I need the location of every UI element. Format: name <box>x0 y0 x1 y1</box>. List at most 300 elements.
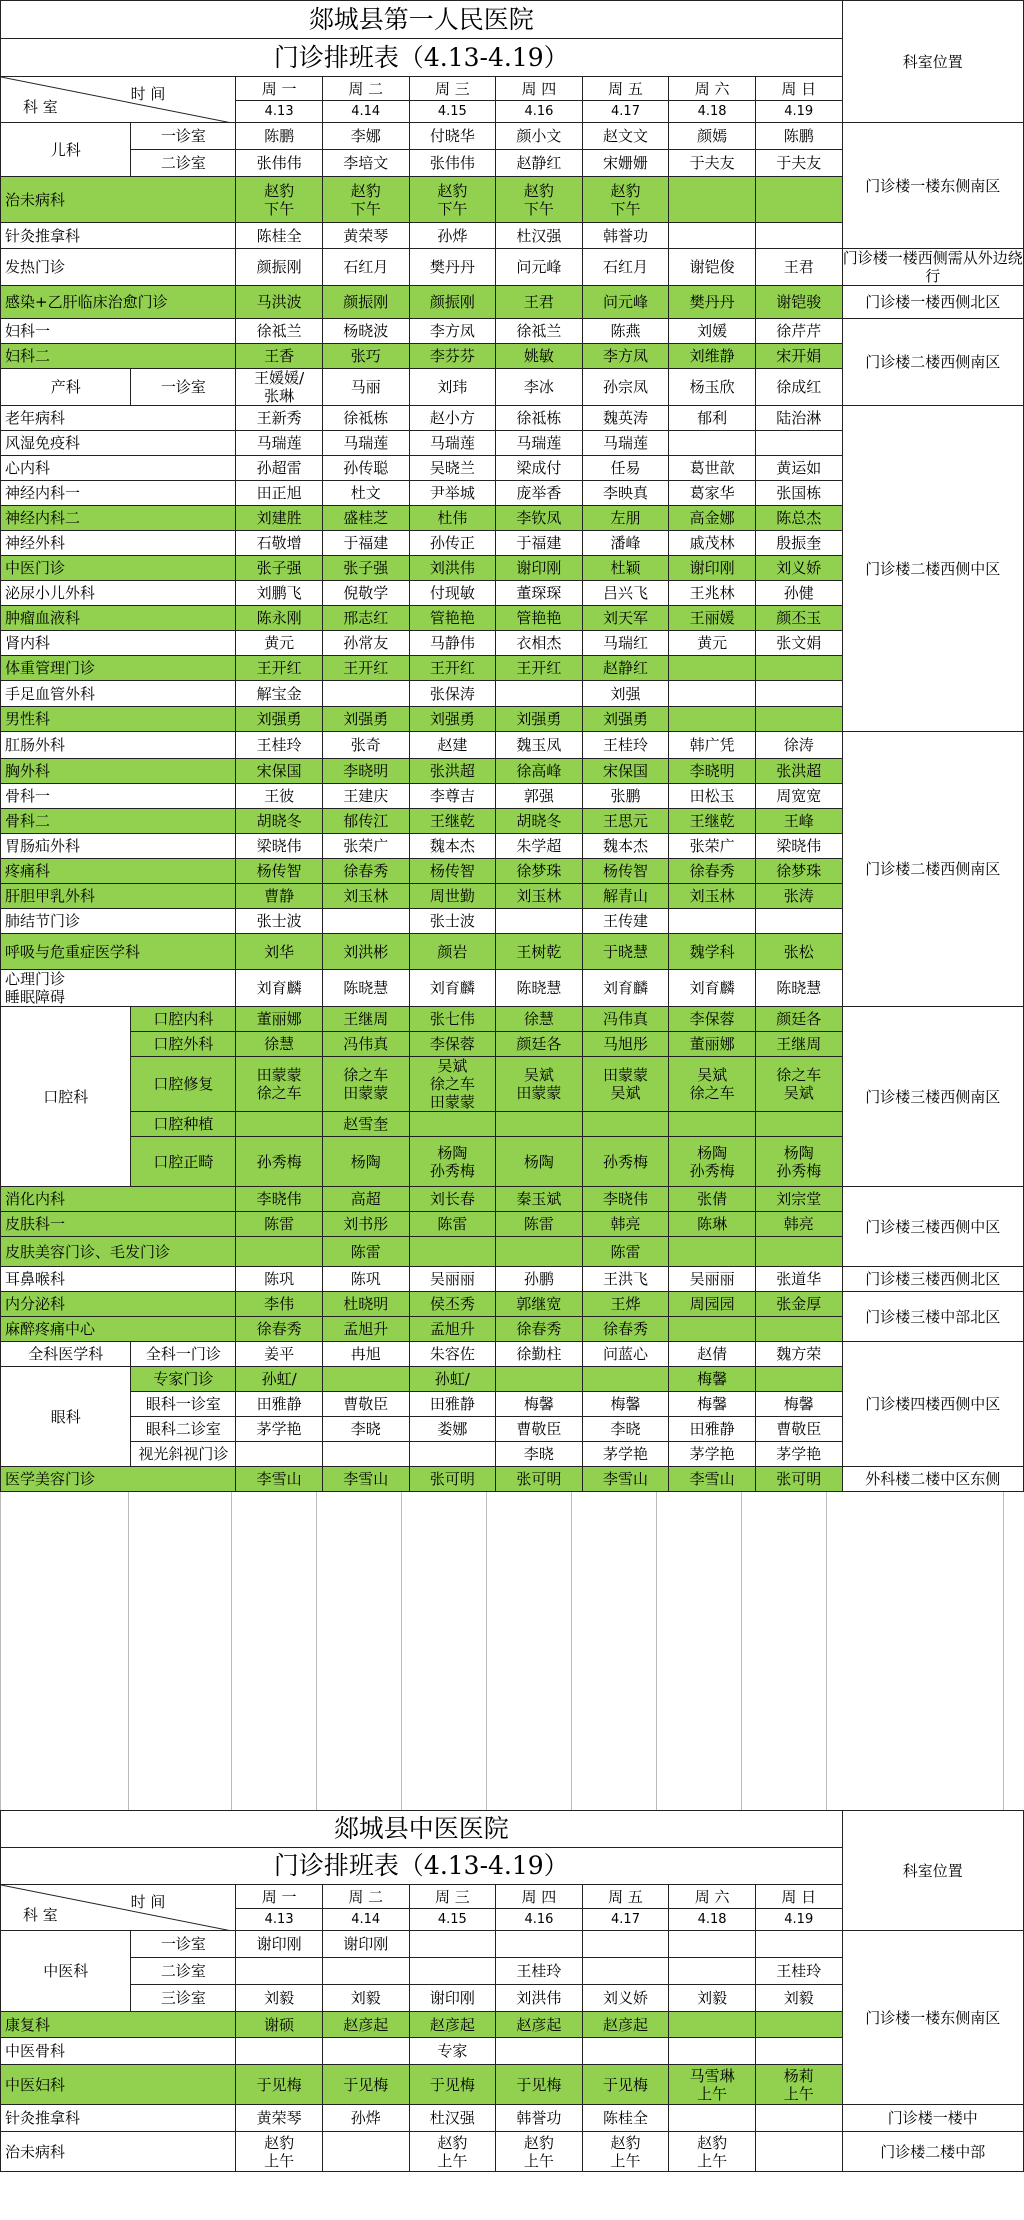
doctor-cell: 茅学艳 <box>236 1417 323 1442</box>
doctor-cell: 陈晓慧 <box>755 970 842 1007</box>
doctor-cell: 赵彦起 <box>409 2012 496 2038</box>
doctor-cell: 谢硕 <box>236 2012 323 2038</box>
department-location: 门诊楼三楼西侧中区 <box>842 1187 1023 1267</box>
doctor-cell: 宋保国 <box>236 759 323 784</box>
day-header: 周 四 <box>496 1885 583 1909</box>
doctor-cell: 陈桂全 <box>236 223 323 249</box>
doctor-cell: 魏本杰 <box>582 834 669 859</box>
doctor-cell: 陈雷 <box>496 1212 583 1237</box>
date-header: 4.15 <box>409 101 496 123</box>
doctor-cell: 问元峰 <box>496 249 583 286</box>
day-header: 周 四 <box>496 77 583 101</box>
doctor-cell: 于见梅 <box>582 2065 669 2105</box>
doctor-cell: 孙健 <box>755 581 842 606</box>
department-location: 门诊楼三楼西侧北区 <box>842 1267 1023 1292</box>
department-name: 神经内科一 <box>1 481 236 506</box>
doctor-cell: 谢印刚 <box>496 556 583 581</box>
department-name: 肛肠外科 <box>1 732 236 759</box>
schedule-row <box>1 1931 1024 1958</box>
doctor-cell: 于见梅 <box>496 2065 583 2105</box>
doctor-cell: 吴丽丽 <box>669 1267 756 1292</box>
doctor-cell <box>755 2038 842 2065</box>
department-location: 门诊楼三楼中部北区 <box>842 1292 1023 1342</box>
doctor-cell: 张道华 <box>755 1267 842 1292</box>
doctor-cell: 刘毅 <box>755 1985 842 2012</box>
doctor-cell: 姜平 <box>236 1342 323 1367</box>
doctor-cell: 颜振刚 <box>236 249 323 286</box>
doctor-cell <box>755 2012 842 2038</box>
doctor-cell: 杜文 <box>322 481 409 506</box>
date-header: 4.15 <box>409 1909 496 1931</box>
doctor-cell: 侯丕秀 <box>409 1292 496 1317</box>
doctor-cell: 王继乾 <box>669 809 756 834</box>
doctor-cell: 刘华 <box>236 934 323 970</box>
doctor-cell: 李雪山 <box>236 1467 323 1492</box>
doctor-cell <box>669 431 756 456</box>
doctor-cell: 郭强 <box>496 784 583 809</box>
doctor-cell: 魏玉凤 <box>496 732 583 759</box>
department-name: 骨科一 <box>1 784 236 809</box>
doctor-cell: 张伟伟 <box>236 150 323 177</box>
doctor-cell: 付现敏 <box>409 581 496 606</box>
doctor-cell: 朱学超 <box>496 834 583 859</box>
date-header: 4.16 <box>496 101 583 123</box>
doctor-cell: 王君 <box>496 286 583 319</box>
doctor-cell: 董丽娜 <box>236 1007 323 1032</box>
doctor-cell: 于夫友 <box>669 150 756 177</box>
department-name: 体重管理门诊 <box>1 656 236 681</box>
doctor-cell: 王桂玲 <box>496 1958 583 1985</box>
department-name: 针灸推拿科 <box>1 2105 236 2132</box>
doctor-cell: 李晓 <box>322 1417 409 1442</box>
doctor-cell <box>409 1237 496 1267</box>
department-name: 眼科 <box>1 1367 131 1467</box>
doctor-cell: 王香 <box>236 344 323 369</box>
doctor-cell: 茅学艳 <box>755 1442 842 1467</box>
doctor-cell <box>669 681 756 707</box>
doctor-cell: 于福建 <box>322 531 409 556</box>
doctor-cell: 梅馨 <box>496 1392 583 1417</box>
department-name: 中医门诊 <box>1 556 236 581</box>
doctor-cell: 问蓝心 <box>582 1342 669 1367</box>
department-name: 产科 <box>1 369 131 406</box>
doctor-cell: 刘育麟 <box>582 970 669 1007</box>
schedule-row <box>1 406 1024 431</box>
doctor-cell: 颜振刚 <box>409 286 496 319</box>
department-location: 门诊楼二楼西侧南区 <box>842 732 1023 1007</box>
doctor-cell: 黄运如 <box>755 456 842 481</box>
doctor-cell: 黄元 <box>236 631 323 656</box>
doctor-cell: 徐梦珠 <box>755 859 842 884</box>
doctor-cell: 石红月 <box>582 249 669 286</box>
doctor-cell: 冯伟真 <box>582 1007 669 1032</box>
doctor-cell: 陈巩 <box>322 1267 409 1292</box>
clinic-room: 二诊室 <box>131 150 236 177</box>
doctor-cell: 李晓伟 <box>582 1187 669 1212</box>
doctor-cell <box>755 431 842 456</box>
doctor-cell: 王开红 <box>236 656 323 681</box>
doctor-cell <box>755 177 842 223</box>
doctor-cell: 曹敬臣 <box>496 1417 583 1442</box>
date-header: 4.17 <box>582 101 669 123</box>
schedule-row <box>1 249 1024 286</box>
date-header: 4.17 <box>582 1909 669 1931</box>
doctor-cell: 朱容佐 <box>409 1342 496 1367</box>
doctor-cell: 曹静 <box>236 884 323 909</box>
doctor-cell: 赵豹 下午 <box>409 177 496 223</box>
doctor-cell <box>669 2038 756 2065</box>
doctor-cell: 马瑞红 <box>582 631 669 656</box>
doctor-cell: 颜丕玉 <box>755 606 842 631</box>
doctor-cell <box>582 1931 669 1958</box>
doctor-cell: 专家 <box>409 2038 496 2065</box>
clinic-room: 视光斜视门诊 <box>131 1442 236 1467</box>
day-header: 周 五 <box>582 1885 669 1909</box>
doctor-cell: 陈永刚 <box>236 606 323 631</box>
department-name: 内分泌科 <box>1 1292 236 1317</box>
doctor-cell: 郭继宽 <box>496 1292 583 1317</box>
doctor-cell: 黄荣琴 <box>322 223 409 249</box>
doctor-cell: 秦玉斌 <box>496 1187 583 1212</box>
doctor-cell: 张荣广 <box>669 834 756 859</box>
doctor-cell: 刘洪伟 <box>409 556 496 581</box>
hospital-name: 郯城县第一人民医院 <box>1 1 843 39</box>
doctor-cell: 张子强 <box>236 556 323 581</box>
doctor-cell: 张奇 <box>322 732 409 759</box>
schedule-row <box>1 319 1024 344</box>
doctor-cell: 石敬增 <box>236 531 323 556</box>
doctor-cell: 赵雪奎 <box>322 1112 409 1137</box>
doctor-cell: 陈总杰 <box>755 506 842 531</box>
doctor-cell: 李保蓉 <box>409 1032 496 1057</box>
doctor-cell: 张保涛 <box>409 681 496 707</box>
day-header: 周 六 <box>669 1885 756 1909</box>
doctor-cell: 刘书彤 <box>322 1212 409 1237</box>
doctor-cell: 徐慧 <box>236 1032 323 1057</box>
doctor-cell: 刘洪彬 <box>322 934 409 970</box>
doctor-cell: 刘强勇 <box>582 707 669 732</box>
date-header: 4.18 <box>669 1909 756 1931</box>
doctor-cell: 赵建 <box>409 732 496 759</box>
doctor-cell: 李雪山 <box>582 1467 669 1492</box>
doctor-cell: 张七伟 <box>409 1007 496 1032</box>
doctor-cell: 谢铠俊 <box>669 249 756 286</box>
gap-guide <box>1003 1492 1004 1810</box>
doctor-cell: 田蒙蒙 吴斌 <box>582 1057 669 1112</box>
doctor-cell <box>582 1367 669 1392</box>
header-corner <box>1 1885 236 1931</box>
doctor-cell: 韩誉功 <box>496 2105 583 2132</box>
doctor-cell: 刘洪伟 <box>496 1985 583 2012</box>
schedule-row <box>1 1187 1024 1212</box>
doctor-cell <box>582 2038 669 2065</box>
doctor-cell: 杨传智 <box>236 859 323 884</box>
doctor-cell: 王继周 <box>322 1007 409 1032</box>
doctor-cell: 徐祗兰 <box>496 319 583 344</box>
date-header: 4.14 <box>322 1909 409 1931</box>
clinic-room: 口腔种植 <box>131 1112 236 1137</box>
doctor-cell: 刘义娇 <box>582 1985 669 2012</box>
doctor-cell: 李娜 <box>322 123 409 150</box>
doctor-cell: 杨玉欣 <box>669 369 756 406</box>
doctor-cell: 张子强 <box>322 556 409 581</box>
doctor-cell: 樊丹丹 <box>669 286 756 319</box>
schedule-row <box>1 732 1024 759</box>
doctor-cell: 张松 <box>755 934 842 970</box>
doctor-cell: 徐春秀 <box>582 1317 669 1342</box>
doctor-cell: 田蒙蒙 徐之车 <box>236 1057 323 1112</box>
doctor-cell: 刘强勇 <box>409 707 496 732</box>
doctor-cell: 孟旭升 <box>322 1317 409 1342</box>
department-name: 泌尿小儿外科 <box>1 581 236 606</box>
department-name: 消化内科 <box>1 1187 236 1212</box>
doctor-cell <box>669 1317 756 1342</box>
department-name: 妇科二 <box>1 344 236 369</box>
date-header: 4.13 <box>236 1909 323 1931</box>
doctor-cell: 赵静红 <box>496 150 583 177</box>
doctor-cell: 王桂玲 <box>755 1958 842 1985</box>
clinic-room: 二诊室 <box>131 1958 236 1985</box>
doctor-cell: 赵彦起 <box>322 2012 409 2038</box>
doctor-cell: 王开红 <box>409 656 496 681</box>
doctor-cell <box>322 1958 409 1985</box>
department-name: 治未病科 <box>1 177 236 223</box>
doctor-cell: 田雅静 <box>409 1392 496 1417</box>
doctor-cell: 孙超雷 <box>236 456 323 481</box>
doctor-cell: 徐春秀 <box>236 1317 323 1342</box>
doctor-cell: 刘宗堂 <box>755 1187 842 1212</box>
doctor-cell: 刘强勇 <box>496 707 583 732</box>
doctor-cell: 杜汉强 <box>409 2105 496 2132</box>
department-name: 心内科 <box>1 456 236 481</box>
doctor-cell: 杨陶 <box>496 1137 583 1187</box>
doctor-cell: 付晓华 <box>409 123 496 150</box>
doctor-cell: 茅学艳 <box>582 1442 669 1467</box>
doctor-cell: 陈晓慧 <box>496 970 583 1007</box>
doctor-cell: 梅馨 <box>582 1392 669 1417</box>
doctor-cell: 徐芹芹 <box>755 319 842 344</box>
department-name: 医学美容门诊 <box>1 1467 236 1492</box>
doctor-cell: 李雪山 <box>669 1467 756 1492</box>
doctor-cell <box>669 1958 756 1985</box>
doctor-cell: 张士波 <box>409 909 496 934</box>
clinic-room: 口腔修复 <box>131 1057 236 1112</box>
doctor-cell <box>755 1112 842 1137</box>
doctor-cell: 高超 <box>322 1187 409 1212</box>
doctor-cell: 赵豹 下午 <box>322 177 409 223</box>
doctor-cell: 张巧 <box>322 344 409 369</box>
doctor-cell: 梅馨 <box>755 1392 842 1417</box>
doctor-cell: 刘强勇 <box>236 707 323 732</box>
doctor-cell: 徐春秀 <box>669 859 756 884</box>
doctor-cell: 张洪超 <box>409 759 496 784</box>
doctor-cell <box>669 656 756 681</box>
doctor-cell: 陈雷 <box>582 1237 669 1267</box>
day-header: 周 一 <box>236 77 323 101</box>
doctor-cell: 马瑞莲 <box>322 431 409 456</box>
department-name: 针灸推拿科 <box>1 223 236 249</box>
department-location: 外科楼二楼中区东侧 <box>842 1467 1023 1492</box>
doctor-cell: 田正旭 <box>236 481 323 506</box>
department-name: 发热门诊 <box>1 249 236 286</box>
doctor-cell: 刘建胜 <box>236 506 323 531</box>
doctor-cell: 李晓伟 <box>236 1187 323 1212</box>
doctor-cell: 徐涛 <box>755 732 842 759</box>
doctor-cell: 于福建 <box>496 531 583 556</box>
day-header: 周 二 <box>322 1885 409 1909</box>
doctor-cell: 王思元 <box>582 809 669 834</box>
doctor-cell: 陈鹏 <box>755 123 842 150</box>
day-header: 周 三 <box>409 1885 496 1909</box>
doctor-cell: 王洪飞 <box>582 1267 669 1292</box>
doctor-cell: 杜汉强 <box>496 223 583 249</box>
clinic-room: 眼科一诊室 <box>131 1392 236 1417</box>
clinic-room: 三诊室 <box>131 1985 236 2012</box>
gap-guide <box>826 1492 827 1810</box>
doctor-cell: 梅馨 <box>669 1392 756 1417</box>
doctor-cell: 王烨 <box>582 1292 669 1317</box>
gap-guide <box>0 1492 1 1810</box>
date-header: 4.16 <box>496 1909 583 1931</box>
doctor-cell: 王继周 <box>755 1032 842 1057</box>
table-gap <box>0 1492 1024 1810</box>
doctor-cell: 郁利 <box>669 406 756 431</box>
doctor-cell: 徐祗栋 <box>322 406 409 431</box>
doctor-cell: 张涛 <box>755 884 842 909</box>
location-header: 科室位置 <box>842 1811 1023 1931</box>
department-name: 康复科 <box>1 2012 236 2038</box>
doctor-cell: 马雪琳 上午 <box>669 2065 756 2105</box>
doctor-cell <box>755 656 842 681</box>
doctor-cell <box>236 1442 323 1467</box>
doctor-cell: 孙鹏 <box>496 1267 583 1292</box>
doctor-cell: 衣相杰 <box>496 631 583 656</box>
doctor-cell: 赵彦起 <box>582 2012 669 2038</box>
doctor-cell: 吴晓兰 <box>409 456 496 481</box>
clinic-room: 口腔正畸 <box>131 1137 236 1187</box>
doctor-cell: 陈巩 <box>236 1267 323 1292</box>
doctor-cell <box>669 2012 756 2038</box>
doctor-cell: 杨陶 孙秀梅 <box>409 1137 496 1187</box>
gap-guide <box>656 1492 657 1810</box>
doctor-cell: 董琛琛 <box>496 581 583 606</box>
doctor-cell <box>322 681 409 707</box>
doctor-cell: 王建庆 <box>322 784 409 809</box>
doctor-cell <box>669 2105 756 2132</box>
department-location: 门诊楼一楼东侧南区 <box>842 1931 1023 2105</box>
doctor-cell: 解宝金 <box>236 681 323 707</box>
doctor-cell <box>755 909 842 934</box>
doctor-cell: 梁晓伟 <box>755 834 842 859</box>
doctor-cell: 赵豹 下午 <box>236 177 323 223</box>
doctor-cell <box>755 707 842 732</box>
doctor-cell <box>669 707 756 732</box>
doctor-cell <box>669 223 756 249</box>
doctor-cell: 刘天军 <box>582 606 669 631</box>
doctor-cell: 赵豹 上午 <box>236 2132 323 2172</box>
department-location: 门诊楼一楼中 <box>842 2105 1023 2132</box>
doctor-cell: 孙宗凤 <box>582 369 669 406</box>
doctor-cell: 赵彦起 <box>496 2012 583 2038</box>
department-name: 肿瘤血液科 <box>1 606 236 631</box>
doctor-cell: 任易 <box>582 456 669 481</box>
doctor-cell: 刘毅 <box>322 1985 409 2012</box>
doctor-cell <box>755 681 842 707</box>
doctor-cell: 董丽娜 <box>669 1032 756 1057</box>
doctor-cell: 娄娜 <box>409 1417 496 1442</box>
doctor-cell: 李保蓉 <box>669 1007 756 1032</box>
doctor-cell: 赵豹 下午 <box>496 177 583 223</box>
doctor-cell: 刘强勇 <box>322 707 409 732</box>
doctor-cell: 陈晓慧 <box>322 970 409 1007</box>
doctor-cell: 徐之车 田蒙蒙 <box>322 1057 409 1112</box>
doctor-cell: 杜晓明 <box>322 1292 409 1317</box>
date-header: 4.14 <box>322 101 409 123</box>
doctor-cell: 刘长春 <box>409 1187 496 1212</box>
doctor-cell: 刘毅 <box>669 1985 756 2012</box>
doctor-cell <box>236 1237 323 1267</box>
doctor-cell: 谢印刚 <box>669 556 756 581</box>
doctor-cell <box>409 1442 496 1467</box>
doctor-cell: 马瑞莲 <box>409 431 496 456</box>
doctor-cell: 曹敬臣 <box>755 1417 842 1442</box>
doctor-cell: 马瑞莲 <box>582 431 669 456</box>
department-location: 门诊楼二楼西侧中区 <box>842 406 1023 732</box>
doctor-cell: 张洪超 <box>755 759 842 784</box>
department-name: 中医科 <box>1 1931 131 2012</box>
day-header: 周 三 <box>409 77 496 101</box>
doctor-cell: 王媛媛/ 张琳 <box>236 369 323 406</box>
doctor-cell: 解青山 <box>582 884 669 909</box>
doctor-cell: 周宽宽 <box>755 784 842 809</box>
doctor-cell: 谢印刚 <box>236 1931 323 1958</box>
doctor-cell: 于见梅 <box>409 2065 496 2105</box>
department-name: 中医妇科 <box>1 2065 236 2105</box>
doctor-cell <box>755 1931 842 1958</box>
doctor-cell: 杨传智 <box>582 859 669 884</box>
doctor-cell: 盛桂芝 <box>322 506 409 531</box>
doctor-cell <box>755 2105 842 2132</box>
doctor-cell: 刘毅 <box>236 1985 323 2012</box>
clinic-room: 眼科二诊室 <box>131 1417 236 1442</box>
doctor-cell: 颜廷各 <box>496 1032 583 1057</box>
doctor-cell: 茅学艳 <box>669 1442 756 1467</box>
doctor-cell: 徐成红 <box>755 369 842 406</box>
doctor-cell: 王树乾 <box>496 934 583 970</box>
time-label: 时 间 <box>130 1893 166 1911</box>
doctor-cell: 李晓 <box>496 1442 583 1467</box>
day-header: 周 二 <box>322 77 409 101</box>
doctor-cell: 刘育麟 <box>409 970 496 1007</box>
doctor-cell: 王彼 <box>236 784 323 809</box>
doctor-cell: 葛家华 <box>669 481 756 506</box>
doctor-cell: 问元峰 <box>582 286 669 319</box>
doctor-cell <box>236 1112 323 1137</box>
department-name: 胸外科 <box>1 759 236 784</box>
doctor-cell <box>669 909 756 934</box>
gap-guide <box>571 1492 572 1810</box>
doctor-cell: 姚敏 <box>496 344 583 369</box>
doctor-cell <box>496 909 583 934</box>
doctor-cell <box>669 1112 756 1137</box>
doctor-cell: 张可明 <box>755 1467 842 1492</box>
department-location: 门诊楼二楼中部 <box>842 2132 1023 2172</box>
doctor-cell: 王桂玲 <box>236 732 323 759</box>
doctor-cell: 谢印刚 <box>322 1931 409 1958</box>
department-name: 胃肠疝外科 <box>1 834 236 859</box>
doctor-cell <box>409 1112 496 1137</box>
doctor-cell <box>236 2038 323 2065</box>
